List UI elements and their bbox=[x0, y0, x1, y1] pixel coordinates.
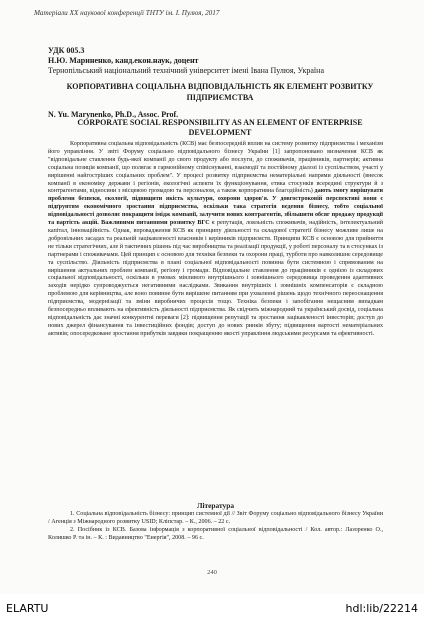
udc-code: УДК 005.3 bbox=[48, 46, 85, 55]
references-heading: Література bbox=[196, 501, 235, 510]
running-header: Матеріали XX наукової конференції ТНТУ ім. І. Пулюя, 2017 bbox=[34, 9, 220, 17]
footer-bar bbox=[0, 594, 424, 620]
title-en: CORPORATE SOCIAL RESPONSIBILITY AS AN ELEMENT OF ENTERPRISE DEVELOPMENT bbox=[77, 118, 363, 137]
author-ua: Н.Ю. Мариненко, канд.екон.наук, доцент bbox=[48, 56, 199, 65]
affiliation-ua: Тернопільський національний технічний університет імені Івана Пулюя, Україна bbox=[48, 66, 324, 75]
reference-item: 1. Соціальна відповідальність бізнесу: принцип системної дії // Звіт Форуму соціально відповідального бізнесу України / Агенція з Міжнародного розвитку USID; Кліпстар. – К., 2006. – 22 с. bbox=[48, 511, 383, 525]
author-en: N. Yu. Marynenko, Ph.D., Assoc. Prof. bbox=[48, 110, 179, 119]
repository-label: ELARTU bbox=[6, 602, 49, 615]
page-number: 240 bbox=[207, 569, 217, 576]
references-list bbox=[48, 511, 383, 543]
body-span-normal: Корпоративна соціальна відповідальність (КСВ) має безпосередній вплив на систему розвитку підприємства і механізм його управління. У звіті Форуму соціально відповідального бізнесу України [1] запропоновано визначення КСВ як "відповідальне ставлення будь-якої компанії до свого продукту або послуги, до споживачів, працівників, партнерів; активна соціальна позиція компанії, що полягає в гармонійному співіснуванні, взаємодії та постійному діалозі із суспільством, участі у вирішенні найгостріших соціальних проблем". У процесі розвитку підприємства нематеріальні напрями діяльності (внесок компанії в економіку держави і регіонів, екологічні аспекти їх функціонування, етика стосунків всередині структури й з контрагентами, відносини з місцевою громадою та персоналом, а також корпоративна благодійність) bbox=[48, 141, 383, 195]
body-span-bold: дають змогу вирішувати проблеми безпеки, екології, підвищити якість культури, охорони здоров'я. У довгостроковій перспективі вони є підґрунтям економічного зростання підприємства, оскільки така стратегія ведення бізнесу, тобто соціальної відповідальності дозволяє покращити імідж компанії, залучити нових контрагентів, збільшити обсяг продажу продукції та вартість акцій. Важливими питаннями розвитку ВГС є bbox=[48, 188, 383, 227]
body-paragraph bbox=[48, 141, 383, 339]
title-ua: КОРПОРАТИВНА СОЦІАЛЬНА ВІДПОВІДАЛЬНІСТЬ ЯК ЕЛЕМЕНТ РОЗВИТКУ ПІДПРИЄМСТВА bbox=[66, 82, 374, 102]
reference-item: 2. Посібник із КСВ. Базова інформація з корпоративної соціальної відповідальності / Кол. автор.: Лазоренко О., Колишко Р. та ін. – К. : Видавництво "Енергія", 2008. – 96 с. bbox=[48, 526, 383, 541]
body-text bbox=[48, 141, 383, 339]
handle-label: hdl:lib/22214 bbox=[345, 602, 418, 615]
body-span-normal: репутація, лояльність споживачів, надійність, інтелектуальний капітал, інноваційність. Однак, впровадження КСВ як принципу діяльності та складової стратегії бізнесу можливе лише на добровільних засадах та реальній зацікавленості власників і керівників підприємств. Принципи КСВ є основою для прийняття не тільки стратегічних, але й тактичних рішень під час виробництва та реалізації продукції, у роботі персоналу та в стосунках із партнерами і споживачами. Цей принцип є основою для техніки безпеки та охорони праці, турботи про навколишнє середовище та суспільство. Діяльність підприємства в плані соціальної відповідальності повинна бути системною і спрямованим на вирішення актуальних проблем компанії, регіону і громади. Відповідальне ставлення до працівників є однією із складових соціальної відповідальності, оскільки в умовах мінливого внутрішнього і зовнішнього середовища проведення адаптивних заходів нерідко супроводжується негативними наслідками. Звикання внутрішніх і зовнішніх компенсаторів є складною проблемою для керівництва, але воно повинне бути вирішене питанням при ухваленні рішень щодо технічного переоснащення підприємства, модернізації та зміни виробничих процесів тощо. Техніка безпеки і запобігання нещасним випадкам безпосередньо впливають на ефективність діяльності підприємства. Як свідчить міжнародний та український досвід, соціальна відповідальність дає значні конкурентні переваги [2]: підвищення репутації та зростання зацікавленості інвесторів; доступ до нових джерел фінансування та інвестиційних фондів; доступ до нових ринків збуту; підвищення вартості нематеріальних активів; опосередковане зростання прибутків завдяки покращенню якості управління людськими ресурсами та ефективності. bbox=[48, 220, 383, 337]
